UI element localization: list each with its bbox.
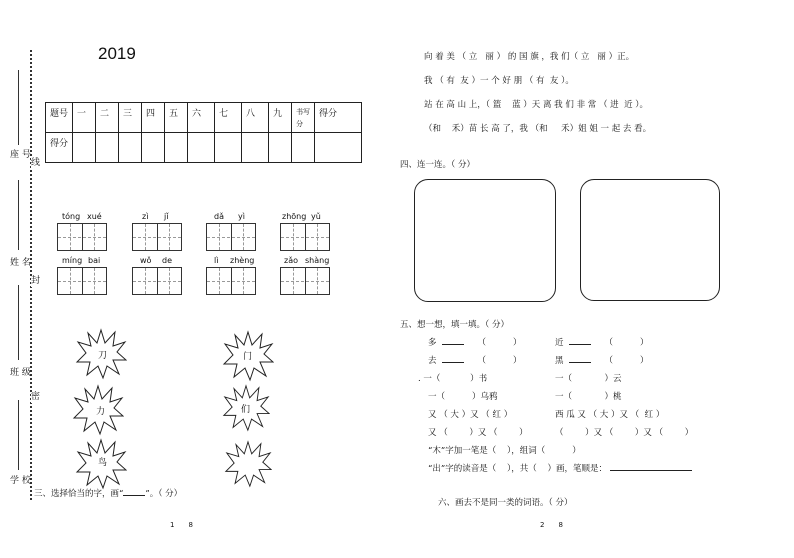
fill-row: （ ）又 （ ）又 （ ） [555,428,694,438]
writing-grid[interactable] [132,223,182,251]
star-burst [224,440,272,488]
text-line: 向 着 美 （ 立 丽 ） 的 国 旗 ，我 们（ 立 丽 ）正。 [424,52,635,62]
fill-row: 近 （ ） [555,338,649,348]
star-char: 门 [243,352,253,362]
fill-row: 一（ ）乌鸦 [428,392,498,402]
section-4-heading: 四、连一连。（ 分） [400,160,475,170]
writing-grid[interactable] [132,267,182,295]
fill-row: “出”字的读音是（ ），共（ ）画，笔顺是： [428,462,692,474]
name-label: 姓 名 [10,258,31,268]
star-char: 刀 [98,351,108,361]
score-input-cell[interactable] [188,133,215,163]
score-input-cell[interactable] [269,133,292,163]
writing-grid[interactable] [280,223,330,251]
binding-line [18,400,19,470]
score-input-cell[interactable] [242,133,269,163]
xian-label: 线 [31,158,41,168]
fill-row: 去 （ ） [428,356,522,366]
score-input-cell[interactable] [142,133,165,163]
score-header-cell: 九 [269,103,292,133]
seat-label: 座 号 [10,150,31,160]
year-title: 2019 [98,44,136,63]
score-input-cell[interactable] [96,133,119,163]
score-table [45,102,362,163]
pinyin-label: wǒ [140,256,152,265]
score-header-cell: 八 [242,103,269,133]
pinyin-label: míng [62,256,83,265]
pinyin-label: zǎo [284,256,298,265]
pinyin-label: yì [238,212,245,221]
writing-grid[interactable] [280,267,330,295]
score-header-cell: 六 [188,103,215,133]
pinyin-label: lì [214,256,219,265]
section-3-heading: 三、选择恰当的字，画“ ”。（ 分） [34,489,183,499]
mi-label: 密 [31,392,41,402]
pinyin-label: dǎ [214,212,224,221]
score-input-cell[interactable] [215,133,242,163]
fill-row: 又 （ 大 ）又 （ 红 ） [428,410,513,420]
star-char: 鸟 [98,458,108,468]
binding-line [18,180,19,250]
score-row-label: 得分 [46,133,73,163]
fill-row: 西 瓜 又 （ 大 ）又 （ 红 ） [555,410,665,420]
star-char: 们 [241,405,251,415]
pinyin-label: yǔ [311,212,321,221]
feng-label: 封 [31,276,41,286]
text-line: 我 （ 有 友 ）一 个 好 朋 （ 有 友 ）。 [424,76,574,86]
score-input-cell[interactable] [292,133,315,163]
fill-row: 一（ ）云 [555,374,622,384]
fill-row: “木”字加一笔是（ ），组词（ ） [428,446,581,456]
score-header-cell: 五 [165,103,188,133]
pinyin-label: jǐ [164,212,169,221]
school-label: 学 校 [10,476,31,486]
pinyin-label: xué [87,212,102,221]
score-input-cell[interactable] [73,133,96,163]
score-input-cell[interactable] [315,133,362,163]
page-number-right: 2 8 [540,521,563,529]
section-6-heading: 六、画去不是同一类的词语。（ 分） [438,498,573,508]
writing-grid[interactable] [206,267,256,295]
page-number-left: 1 8 [170,521,193,529]
text-line: 站 在 高 山 上，（ 篮 蓝 ）天 离 我 们 非 常 （ 进 近 ）。 [424,100,649,110]
score-input-cell[interactable] [119,133,142,163]
section-5-heading: 五、想一想，填一填。（ 分） [400,320,509,330]
score-header-cell: 得分 [315,103,362,133]
fill-row: 一（ ）桃 [555,392,622,402]
score-header-cell: 七 [215,103,242,133]
fill-row: 黑 （ ） [555,356,649,366]
score-header-cell: 题号 [46,103,73,133]
text-line: （和 禾）苗 长 高 了，我 （和 禾）姐 姐 一 起 去 看。 [424,124,652,134]
writing-grid[interactable] [57,223,107,251]
writing-grid[interactable] [206,223,256,251]
writing-grid[interactable] [57,267,107,295]
match-box-right [580,179,720,301]
score-input-cell[interactable] [165,133,188,163]
pinyin-label: zì [142,212,149,221]
score-header-cell: 一 [73,103,96,133]
match-box-left [414,179,556,302]
score-header-cell: 二 [96,103,119,133]
binding-dotted-line [30,50,42,500]
fill-row: . 一（ ）书 [418,374,488,384]
fill-row: 又 （ ）又 （ ） [428,428,528,438]
pinyin-label: zhōng [282,212,307,221]
pinyin-label: shàng [305,256,330,265]
pinyin-label: zhèng [230,256,255,265]
class-label: 班 级 [10,368,31,378]
fill-row: 多 （ ） [428,338,522,348]
pinyin-label: tóng [62,212,81,221]
pinyin-label: bai [88,256,101,265]
binding-line [18,70,19,145]
star-char: 力 [96,407,106,417]
score-header-cell: 四 [142,103,165,133]
score-header-cell: 三 [119,103,142,133]
binding-line [18,285,19,360]
score-header-cell: 书写分 [292,103,315,133]
pinyin-label: de [162,256,172,265]
